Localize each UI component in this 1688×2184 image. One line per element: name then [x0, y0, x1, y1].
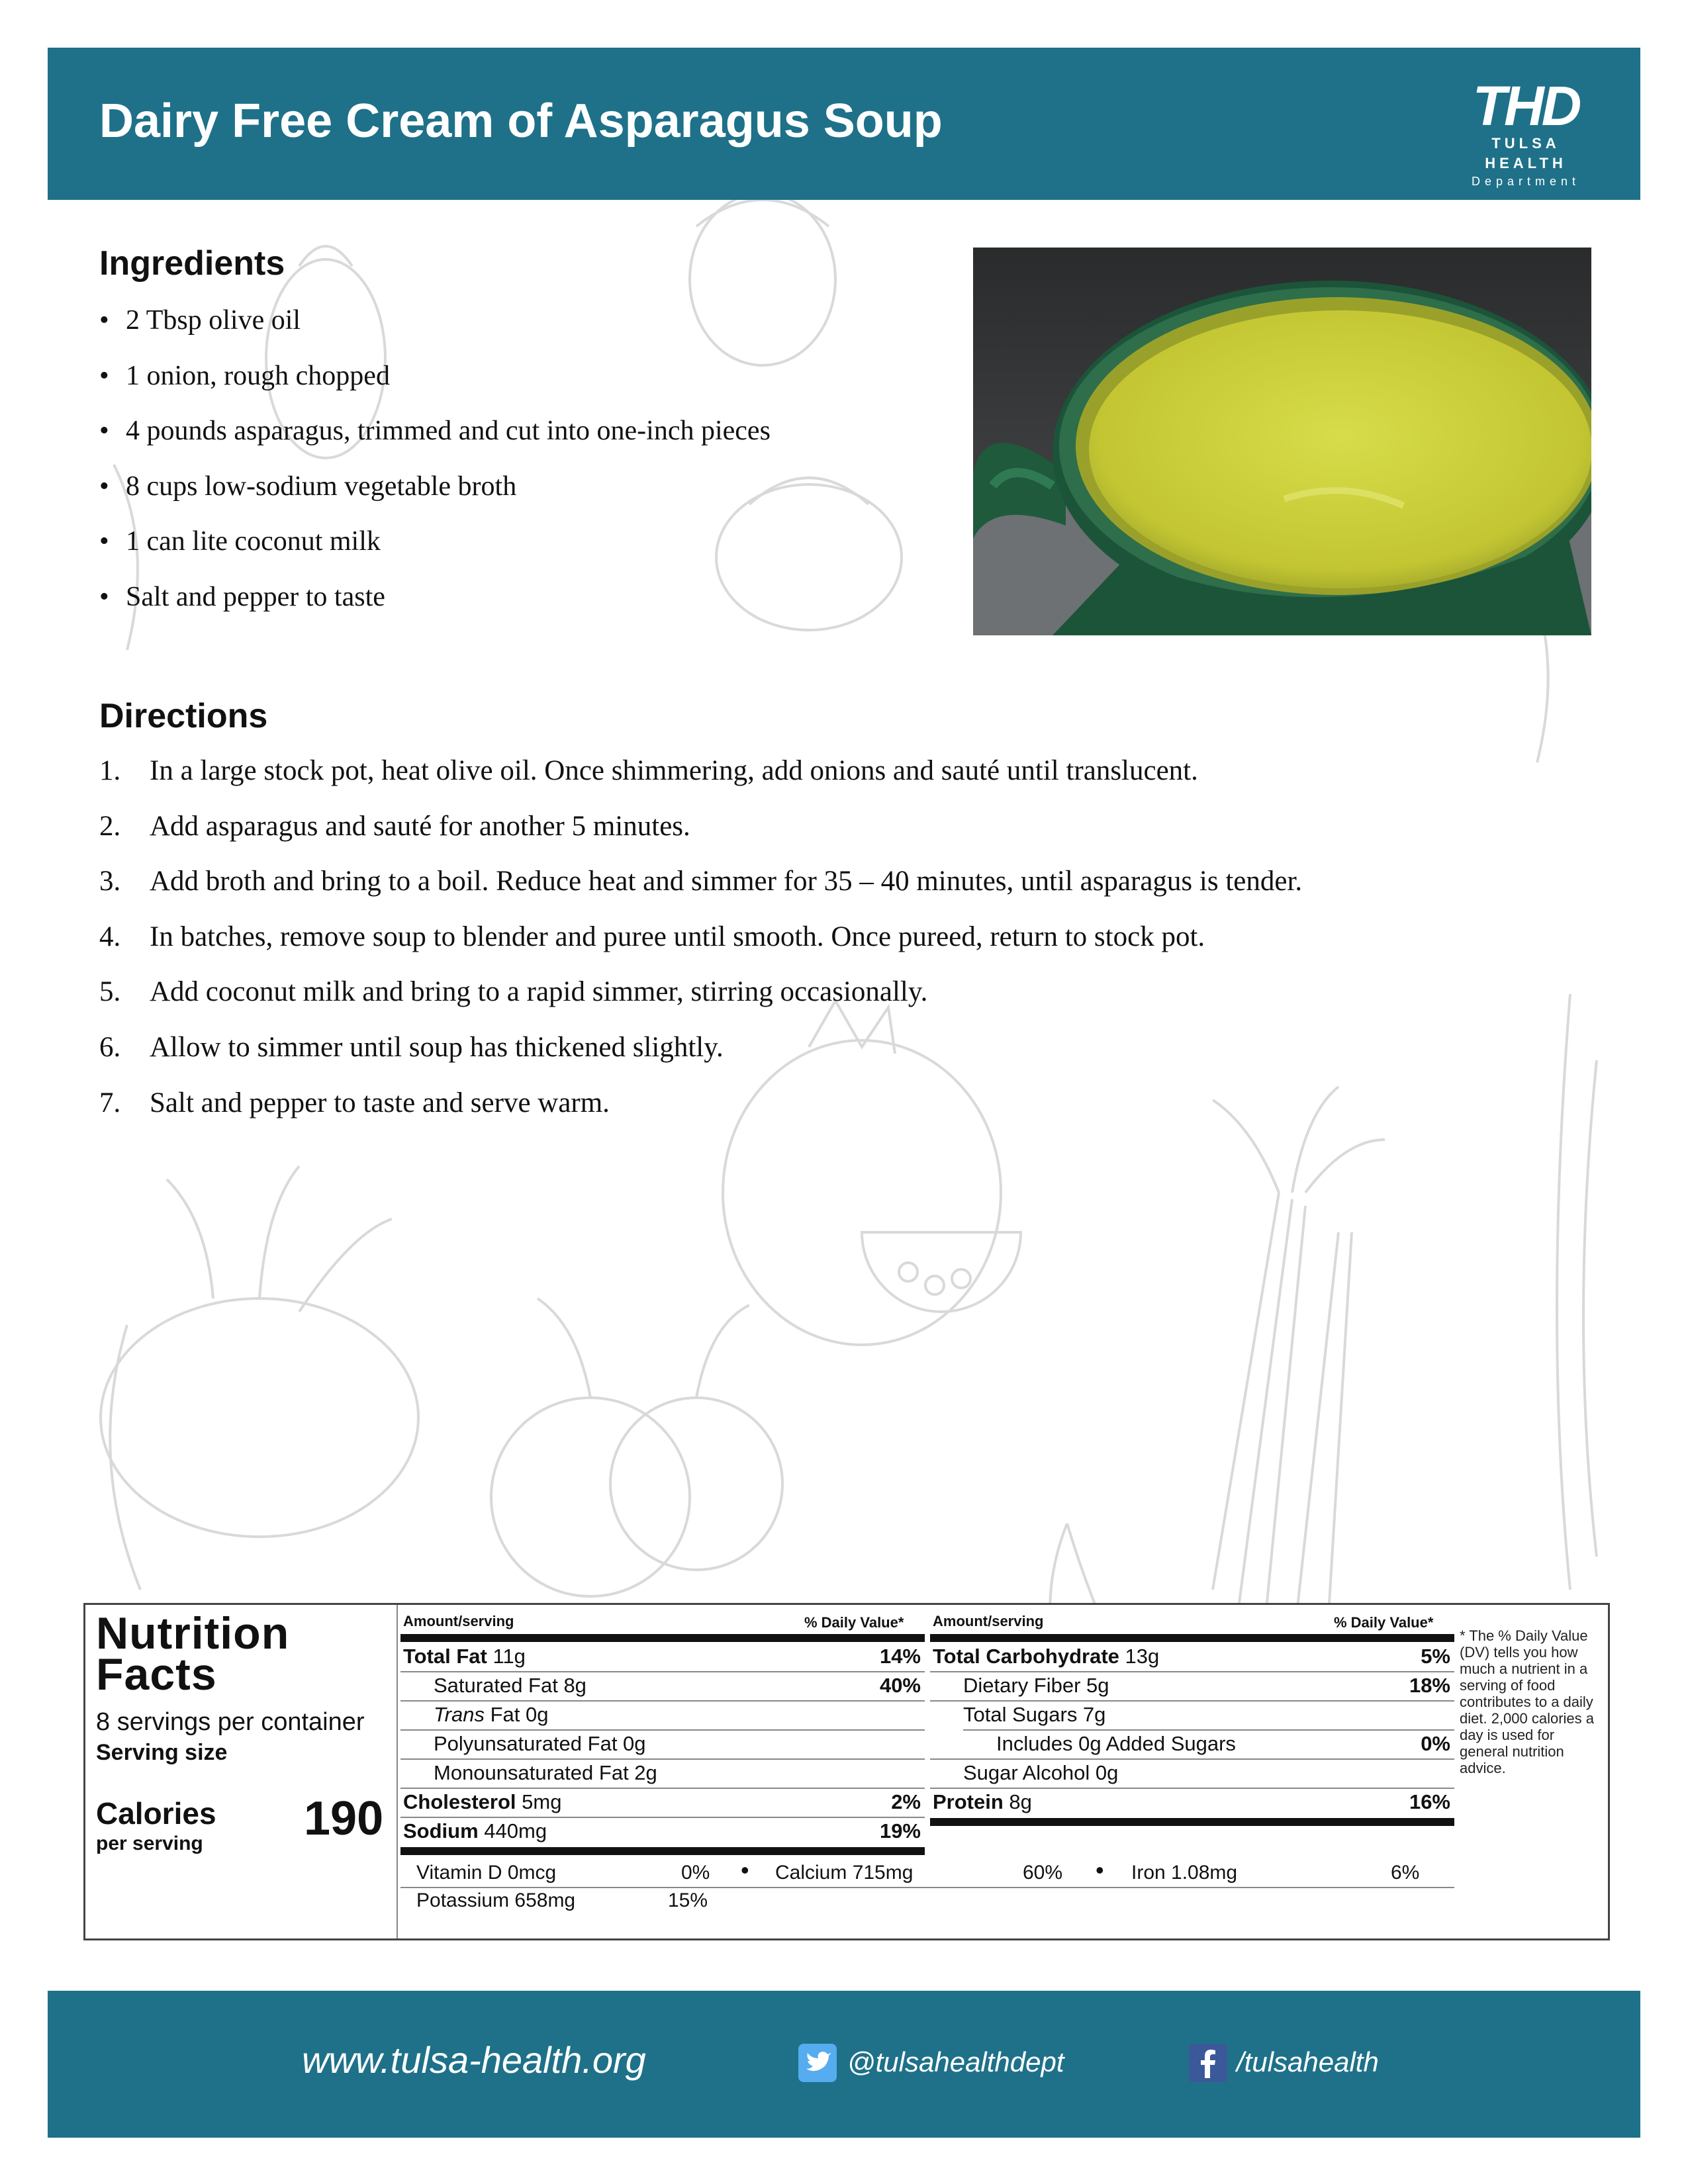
daily-value-header: % Daily Value* [1334, 1614, 1434, 1631]
bullet: • [99, 360, 109, 391]
nutrient-label: Sodium [403, 1819, 479, 1843]
nutrient-label: Total Fat [403, 1645, 487, 1668]
step-number: 6. [99, 1031, 121, 1063]
nutrient-amount: 440mg [484, 1819, 547, 1843]
direction-step [99, 754, 1302, 810]
step-number: 1. [99, 755, 121, 786]
footnote-asterisk: * [1460, 1627, 1470, 1644]
nutrient-label: Includes 0g Added Sugars [996, 1732, 1236, 1755]
step-text: Allow to simmer until soup has thickened slightly. [150, 1031, 724, 1063]
step-number: 2. [99, 810, 121, 842]
direction-step [99, 921, 1302, 976]
ingredient-text: 4 pounds asparagus, trimmed and cut into one-inch pieces [126, 416, 771, 447]
bullet: • [99, 305, 109, 336]
bullet: • [99, 471, 109, 502]
vitamin-d-pct: 0% [681, 1862, 710, 1884]
nutrient-row-added-sugars [930, 1731, 1454, 1760]
step-text: Add broth and bring to a boil. Reduce heat and simmer for 35 – 40 minutes, until asparagus is tender. [150, 866, 1303, 897]
nutrient-row-monounsaturated-fat [400, 1760, 925, 1789]
thick-rule [400, 1634, 925, 1642]
nutrient-row-sodium [400, 1818, 925, 1847]
divider [397, 1605, 398, 1938]
nutrient-amount: 11g [492, 1645, 526, 1668]
daily-value-footnote [1460, 1627, 1599, 1776]
step-number: 3. [99, 866, 121, 897]
daily-value-header: % Daily Value* [804, 1614, 904, 1631]
nutrient-label: Dietary Fiber 5g [963, 1674, 1109, 1697]
nutrition-facts-panel [83, 1603, 1610, 1940]
directions-list [99, 754, 1302, 1142]
nutrient-pct: 0% [1421, 1732, 1450, 1755]
calcium-pct: 60% [1023, 1862, 1063, 1884]
step-number: 4. [99, 921, 121, 952]
ingredient-item [99, 581, 771, 637]
separator-dot: • [741, 1856, 749, 1884]
nutrient-amount: 13g [1125, 1645, 1160, 1668]
nutrient-label: Cholesterol [403, 1790, 516, 1813]
nutrient-pct: 16% [1409, 1790, 1450, 1813]
nutrient-label: Saturated Fat 8g [434, 1674, 586, 1697]
twitter-icon[interactable] [798, 2044, 837, 2082]
nutrient-label: Monounsaturated Fat 2g [434, 1761, 657, 1784]
amount-serving-header: Amount/serving [933, 1613, 1044, 1629]
nutrient-amount: 8g [1009, 1790, 1032, 1813]
nutrient-row-trans-fat [400, 1702, 925, 1731]
nutrient-label: Total Carbohydrate [933, 1645, 1119, 1668]
nutrient-label: Protein [933, 1790, 1004, 1813]
serving-size-label: Serving size [96, 1740, 228, 1765]
nutrient-row-protein [930, 1789, 1454, 1818]
step-text: In a large stock pot, heat olive oil. Once shimmering, add onions and sauté until translucent. [150, 755, 1198, 786]
website-link[interactable]: www.tulsa-health.org [302, 2039, 646, 2081]
vitamin-d: Vitamin D 0mcg [416, 1862, 557, 1884]
facebook-handle[interactable]: /tulsahealth [1237, 2046, 1379, 2077]
nutrient-pct: 18% [1409, 1674, 1450, 1697]
nutrient-label-italic: Trans [434, 1703, 485, 1726]
soup-pot-photo [973, 248, 1591, 635]
thd-logo-mark: THD [1472, 75, 1579, 137]
nutrient-pct: 19% [879, 1819, 921, 1843]
nutrient-pct: 14% [879, 1645, 921, 1668]
nutrient-row-total-carbohydrate [930, 1643, 1454, 1672]
servings-per-container: 8 servings per container [96, 1708, 365, 1736]
ingredient-item [99, 525, 771, 581]
bullet: • [99, 526, 109, 557]
ingredient-item [99, 304, 771, 360]
nutrient-row-cholesterol [400, 1789, 925, 1818]
ingredients-list [99, 304, 771, 637]
nutrient-row-saturated-fat [400, 1672, 925, 1702]
calories-value: 190 [304, 1792, 384, 1845]
ingredients-heading: Ingredients [99, 244, 285, 283]
nutrient-row-dietary-fiber [930, 1672, 1454, 1702]
direction-step [99, 810, 1302, 866]
ingredient-text: 8 cups low-sodium vegetable broth [126, 471, 517, 502]
step-text: Salt and pepper to taste and serve warm. [150, 1087, 610, 1118]
thd-logo [1450, 75, 1602, 188]
calories-label: Calories [96, 1796, 216, 1831]
ingredient-text: Salt and pepper to taste [126, 581, 385, 612]
nutrition-title-line-1: Nutrition [96, 1608, 290, 1659]
thin-rule [400, 1887, 1454, 1888]
direction-step [99, 865, 1302, 921]
step-text: Add asparagus and sauté for another 5 minutes. [150, 810, 690, 842]
direction-step [99, 1087, 1302, 1142]
step-text: Add coconut milk and bring to a rapid simmer, stirring occasionally. [150, 976, 928, 1008]
direction-step [99, 976, 1302, 1031]
amount-serving-header: Amount/serving [403, 1613, 514, 1629]
nutrient-label: Total Sugars 7g [963, 1703, 1106, 1726]
ingredient-item [99, 360, 771, 416]
footer-bar [48, 1991, 1640, 2138]
ingredient-item [99, 471, 771, 526]
direction-step [99, 1031, 1302, 1087]
nutrient-pct: 40% [879, 1674, 921, 1697]
page-title: Dairy Free Cream of Asparagus Soup [99, 95, 943, 148]
ingredient-text: 1 can lite coconut milk [126, 526, 381, 557]
step-text: In batches, remove soup to blender and puree until smooth. Once pureed, return to stock pot. [150, 921, 1205, 952]
nutrient-row-polyunsaturated-fat [400, 1731, 925, 1760]
nutrition-title-line-2: Facts [96, 1649, 217, 1700]
nutrient-label: Fat 0g [490, 1703, 549, 1726]
facebook-icon[interactable] [1189, 2044, 1227, 2082]
nutrient-row-total-fat [400, 1643, 925, 1672]
nutrient-row-sugar-alcohol [930, 1760, 1454, 1789]
bullet: • [99, 416, 109, 447]
nutrient-pct: 2% [891, 1790, 921, 1813]
nutrient-row-total-sugars [930, 1702, 1454, 1731]
nutrient-label: Sugar Alcohol 0g [963, 1761, 1119, 1784]
step-number: 7. [99, 1087, 121, 1118]
potassium: Potassium 658mg [416, 1889, 576, 1911]
calcium: Calcium 715mg [775, 1862, 914, 1884]
iron: Iron 1.08mg [1131, 1862, 1238, 1884]
twitter-handle[interactable]: @tulsahealthdept [847, 2046, 1064, 2077]
ingredient-text: 1 onion, rough chopped [126, 360, 390, 391]
potassium-pct: 15% [668, 1889, 708, 1911]
nutrient-amount: 5mg [522, 1790, 562, 1813]
bullet: • [99, 581, 109, 612]
footnote-text: The % Daily Value (DV) tells you how much a nutrient in a serving of food contributes to a daily diet. 2,000 calories a day is used for general nutrition advice. [1460, 1627, 1595, 1776]
nutrient-label: Polyunsaturated Fat 0g [434, 1732, 646, 1755]
directions-heading: Directions [99, 697, 268, 735]
thick-rule [930, 1634, 1454, 1642]
iron-pct: 6% [1391, 1862, 1420, 1884]
nutrient-pct: 5% [1421, 1645, 1450, 1668]
separator-dot: • [1096, 1856, 1104, 1884]
thick-rule [930, 1818, 1454, 1826]
ingredient-item [99, 415, 771, 471]
step-number: 5. [99, 976, 121, 1008]
thick-rule [400, 1847, 925, 1855]
per-serving-label: per serving [96, 1833, 203, 1854]
logo-line-1: TULSA HEALTH [1485, 135, 1567, 171]
logo-line-2: Department [1471, 175, 1581, 188]
ingredient-text: 2 Tbsp olive oil [126, 305, 301, 336]
